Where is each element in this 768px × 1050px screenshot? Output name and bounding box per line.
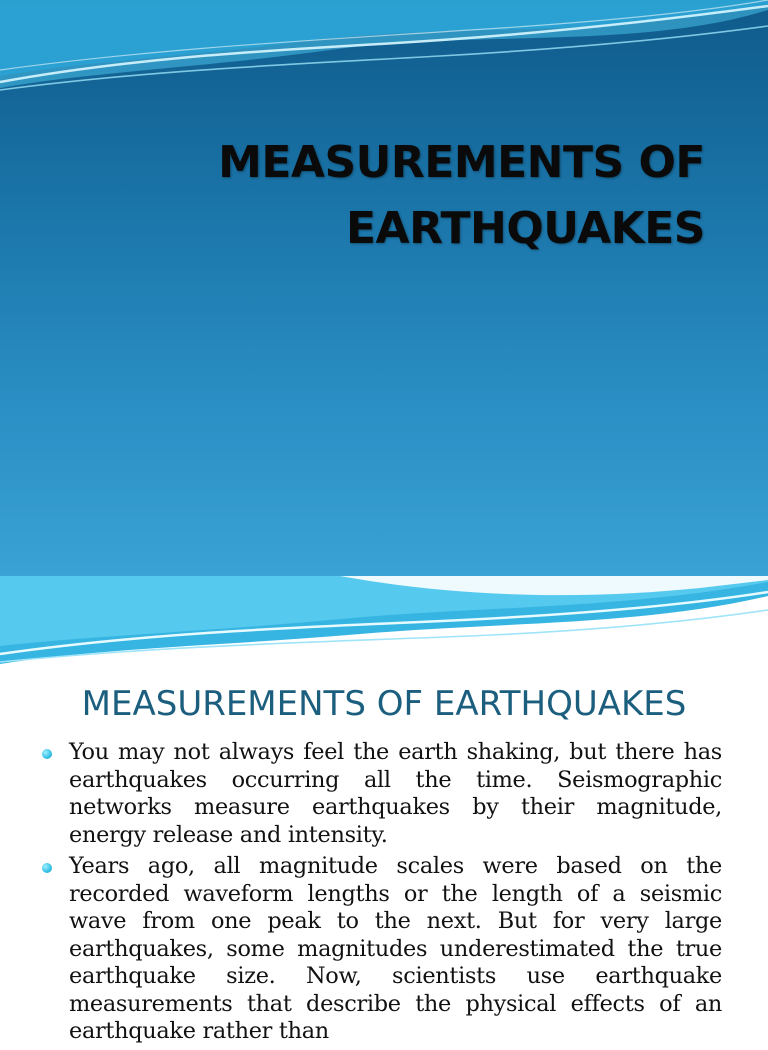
slide1-title [160,130,705,262]
bullet-icon [42,749,52,759]
wave-decoration [0,0,768,110]
wave-decoration [0,576,768,668]
bullet-text: Years ago, all magnitude scales were based on the recorded waveform lengths or the length of a seismic wave from one peak to the next. But for very large earthquakes, some magnitudes underestimated the true earthquake size. Now, scientists use earthquake measurements that describe the physical effects of an earthquake rather than [69,853,722,1044]
bullet-list [42,739,722,1050]
slide1-title-line1: MEASUREMENTS OF [218,137,705,188]
bullet-icon [42,863,52,873]
bullet-text: You may not always feel the earth shaking, but there has earthquakes occurring all the time. Seismographic networks measure earthquakes by their magnitude, energy release and intensity. [69,739,722,848]
list-item [42,853,722,1046]
slide1-title-line2: EARTHQUAKES [345,203,705,254]
content-slide [0,576,768,1044]
list-item [42,739,722,849]
slide2-title: MEASUREMENTS OF EARTHQUAKES [81,684,687,724]
